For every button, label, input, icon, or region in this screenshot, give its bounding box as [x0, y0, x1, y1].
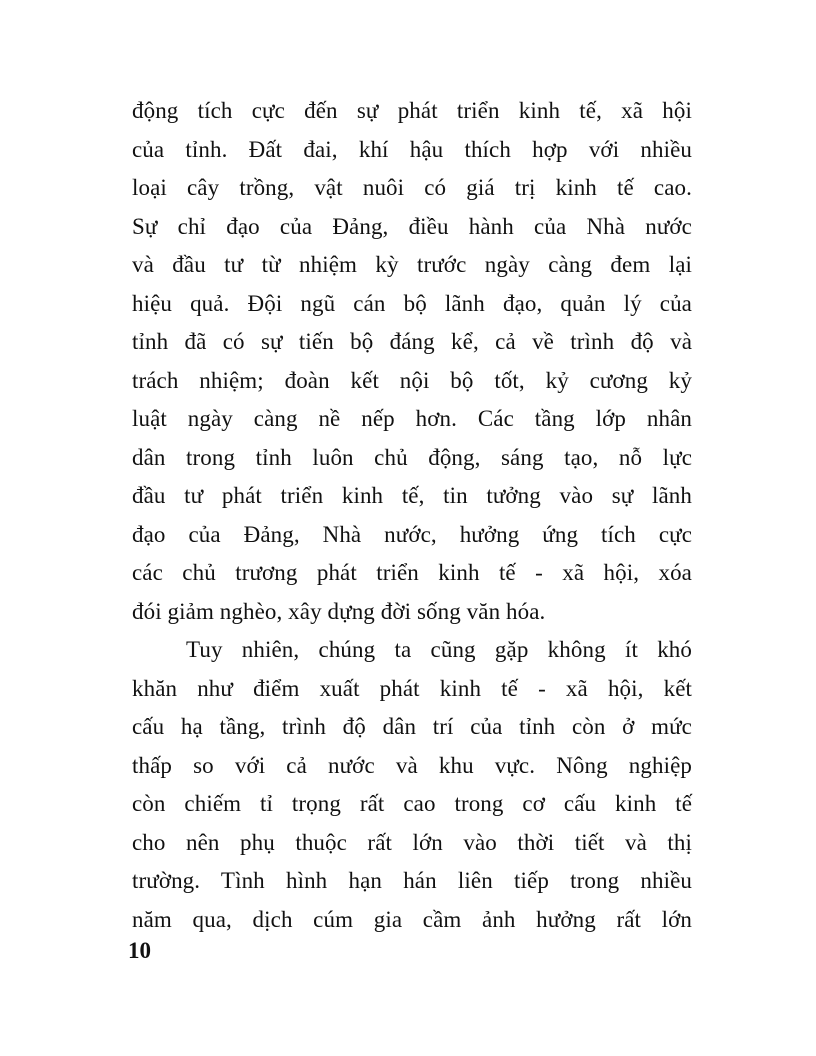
- text-line: Sự chỉ đạo của Đảng, điều hành của Nhà nước: [132, 213, 692, 239]
- text-line: và đầu tư từ nhiệm kỳ trước ngày càng đem lại: [132, 252, 692, 277]
- text-line: loại cây trồng, vật nuôi có giá trị kinh tế cao.: [132, 175, 692, 200]
- text-line: đói giảm nghèo, xây dựng đời sống văn hóa.: [132, 598, 546, 624]
- text-line: cấu hạ tầng, trình độ dân trí của tỉnh còn ở mức: [132, 714, 692, 739]
- text-line: đạo của Đảng, Nhà nước, hưởng ứng tích cực: [132, 521, 692, 547]
- text-line: các chủ trương phát triển kinh tế - xã hội, xóa: [132, 560, 692, 585]
- text-line: trường. Tình hình hạn hán liên tiếp trong nhiều: [132, 868, 692, 893]
- text-line: động tích cực đến sự phát triển kinh tế, xã hội: [132, 98, 692, 123]
- text-line: hiệu quả. Đội ngũ cán bộ lãnh đạo, quản lý của: [132, 290, 692, 316]
- text-line: tỉnh đã có sự tiến bộ đáng kể, cả về trình độ và: [132, 329, 692, 354]
- text-line: năm qua, dịch cúm gia cầm ảnh hưởng rất lớn: [132, 906, 692, 932]
- body-text: [132, 92, 692, 939]
- text-line: thấp so với cả nước và khu vực. Nông nghiệp: [132, 752, 692, 778]
- text-line: Tuy nhiên, chúng ta cũng gặp không ít khó: [186, 637, 692, 662]
- text-line: dân trong tỉnh luôn chủ động, sáng tạo, nỗ lực: [132, 444, 692, 470]
- text-line: luật ngày càng nề nếp hơn. Các tầng lớp nhân: [132, 406, 692, 431]
- text-line: đầu tư phát triển kinh tế, tin tưởng vào sự lãnh: [132, 483, 692, 508]
- text-line: của tỉnh. Đất đai, khí hậu thích hợp với nhiều: [132, 136, 692, 162]
- text-line: trách nhiệm; đoàn kết nội bộ tốt, kỷ cương kỷ: [132, 367, 692, 393]
- text-line: cho nên phụ thuộc rất lớn vào thời tiết và thị: [132, 829, 692, 855]
- text-line: khăn như điểm xuất phát kinh tế - xã hội, kết: [132, 675, 692, 701]
- page-number: 10: [128, 938, 151, 963]
- text-line: còn chiếm tỉ trọng rất cao trong cơ cấu kinh tế: [132, 791, 692, 816]
